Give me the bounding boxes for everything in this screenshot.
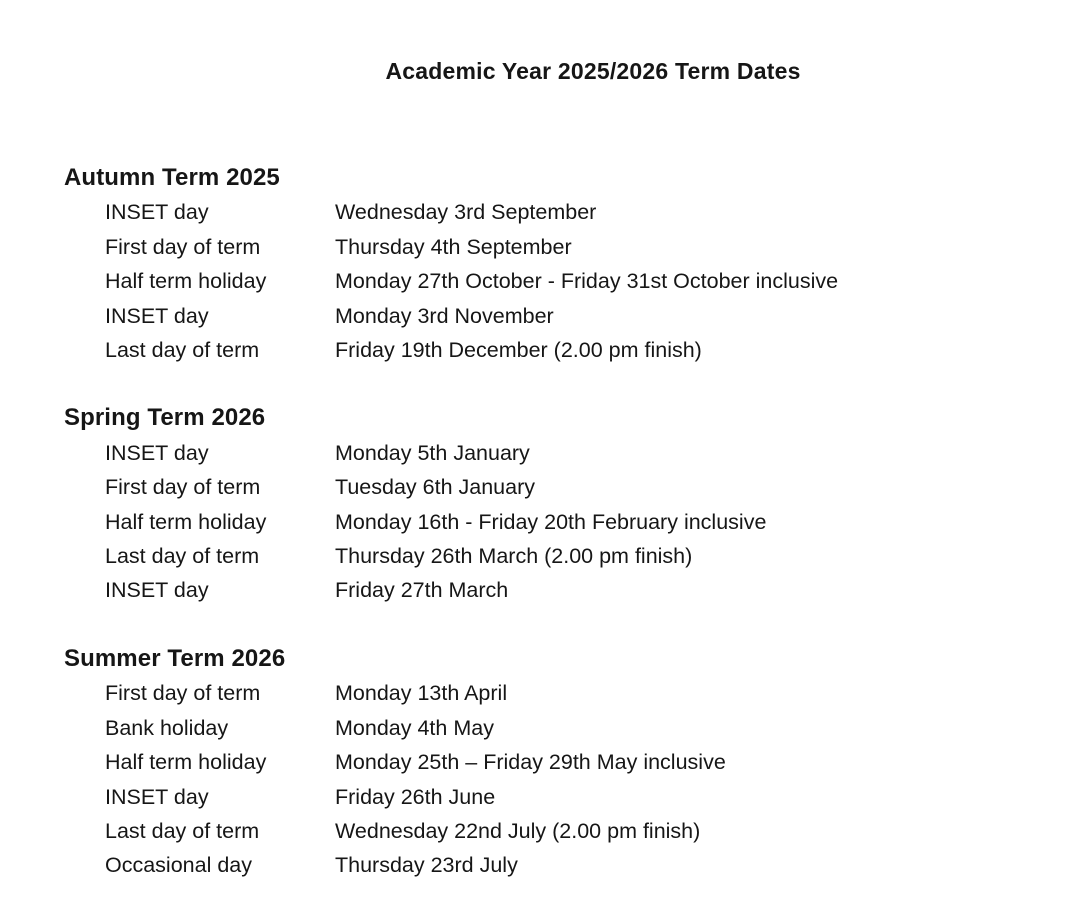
term-date-row (64, 470, 1072, 504)
row-value: Tuesday 6th January (335, 475, 535, 500)
term-date-row (64, 264, 1072, 298)
term-date-row (64, 573, 1072, 607)
row-value: Friday 27th March (335, 578, 509, 603)
row-label: First day of term (105, 681, 261, 706)
row-label: INSET day (105, 784, 209, 809)
term-date-row (64, 436, 1072, 470)
term-date-row (64, 299, 1072, 333)
row-value: Thursday 26th March (2.00 pm finish) (335, 544, 693, 569)
row-label: Last day of term (105, 818, 260, 843)
row-value: Wednesday 22nd July (2.00 pm finish) (335, 818, 701, 843)
row-label: Last day of term (105, 338, 260, 363)
term-date-row (64, 230, 1072, 264)
row-value: Monday 13th April (335, 681, 508, 706)
section-autumn-term-2025 (64, 161, 1072, 367)
section-heading: Spring Term 2026 (64, 404, 266, 432)
row-label: Occasional day (105, 853, 252, 878)
term-date-row (64, 711, 1072, 745)
row-label: Half term holiday (105, 509, 267, 534)
row-value: Monday 27th October - Friday 31st October inclusive (335, 269, 839, 294)
document-title: Academic Year 2025/2026 Term Dates (385, 58, 801, 84)
section-heading: Summer Term 2026 (64, 644, 286, 672)
row-label: Half term holiday (105, 269, 267, 294)
row-label: Bank holiday (105, 715, 229, 740)
row-value: Monday 5th January (335, 440, 530, 465)
row-value: Friday 19th December (2.00 pm finish) (335, 338, 702, 363)
row-value: Friday 26th June (335, 784, 496, 809)
term-date-row (64, 505, 1072, 539)
row-value: Thursday 4th September (335, 234, 572, 259)
row-label: First day of term (105, 475, 261, 500)
row-value: Monday 4th May (335, 715, 494, 740)
term-date-row (64, 195, 1072, 229)
row-label: First day of term (105, 234, 261, 259)
row-label: INSET day (105, 440, 209, 465)
row-label: Half term holiday (105, 750, 267, 775)
term-date-row (64, 745, 1072, 779)
term-date-row (64, 539, 1072, 573)
section-summer-term-2026 (64, 642, 1072, 883)
section-heading: Autumn Term 2025 (64, 164, 280, 191)
row-value: Monday 3rd November (335, 303, 554, 328)
row-value: Monday 25th – Friday 29th May inclusive (335, 750, 726, 775)
row-label: INSET day (105, 303, 209, 328)
term-date-row (64, 676, 1072, 710)
row-value: Monday 16th - Friday 20th February inclusive (335, 509, 767, 534)
row-label: INSET day (105, 200, 209, 225)
term-date-row (64, 333, 1072, 367)
row-value: Wednesday 3rd September (335, 200, 597, 225)
term-date-row (64, 814, 1072, 848)
row-label: INSET day (105, 578, 209, 603)
section-spring-term-2026 (64, 401, 1072, 607)
row-label: Last day of term (105, 544, 260, 569)
term-date-row (64, 780, 1072, 814)
row-value: Thursday 23rd July (335, 853, 518, 878)
term-date-row (64, 848, 1072, 882)
